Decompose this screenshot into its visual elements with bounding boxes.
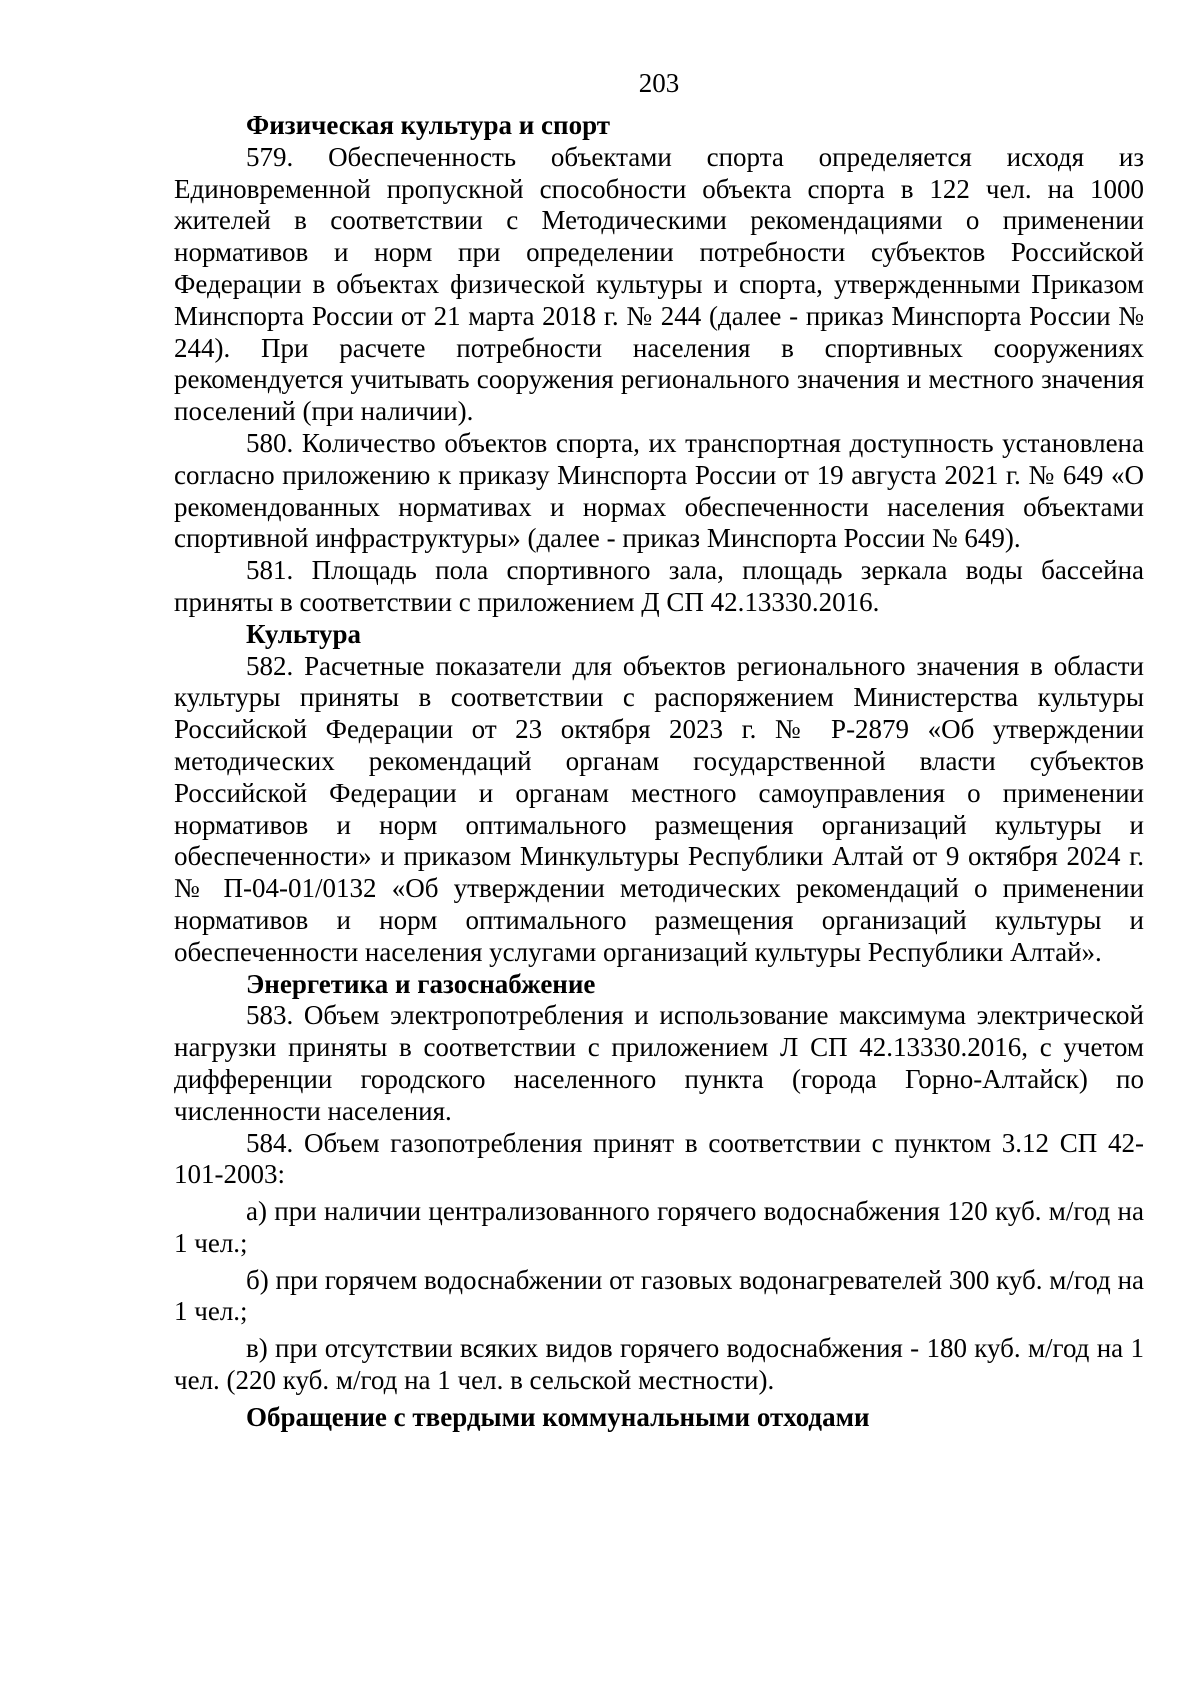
paragraph-581: 581. Площадь пола спортивного зала, площадь зеркала воды бассейна приняты в соответствии с приложением Д СП 42.13330.2016.	[174, 555, 1144, 617]
paragraph-584: 584. Объем газопотребления принят в соответствии с пунктом 3.12 СП 42-101-2003:	[174, 1127, 1144, 1190]
list-item-a: а) при наличии централизованного горячего водоснабжения 120 куб. м/год на 1 чел.;	[174, 1196, 1144, 1258]
paragraph-579: 579. Обеспеченность объектами спорта определяется исходя из Единовременной пропускной способности объекта спорта в 122 чел. на 1000 жителей в соответствии с Методическими рекомендациями о применении нормативов и норм при определении потребности субъектов Российской Федерации в объектах физической культуры и спорта, утвержденными Приказом Минспорта России от 21 марта 2018 г. № 244 (далее - приказ Минспорта России № 244). При расчете потребности населения в спортивных сооружениях рекомендуется учитывать сооружения регионального значения и местного значения поселений (при наличии).	[174, 141, 1144, 427]
section-heading-culture: Культура	[246, 618, 362, 649]
list-item-c: в) при отсутствии всяких видов горячего водоснабжения - 180 куб. м/год на 1 чел. (220 куб. м/год на 1 чел. в сельской местности).	[174, 1333, 1144, 1396]
section-heading-waste: Обращение с твердыми коммунальными отходами	[246, 1401, 870, 1432]
section-heading-sport: Физическая культура и спорт	[246, 110, 611, 140]
paragraph-580: 580. Количество объектов спорта, их транспортная доступность установлена согласно приложению к приказу Минспорта России от 19 августа 2021 г. № 649 «О рекомендованных нормативах и нормах обеспеченности населения объектами спортивной инфраструктуры» (далее - приказ Минспорта России № 649).	[174, 427, 1144, 554]
page-number: 203	[638, 68, 680, 98]
list-item-b: б) при горячем водоснабжении от газовых водонагревателей 300 куб. м/год на 1 чел.;	[174, 1264, 1144, 1327]
paragraph-582: 582. Расчетные показатели для объектов регионального значения в области культуры приняты в соответствии с распоряжением Министерства культуры Российской Федерации от 23 октября 2023 г. № Р-2879 «Об утверждении методических рекомендаций органам государственной власти субъектов Российской Федерации и органам местного самоуправления о применении нормативов и норм оптимального размещения организаций культуры и обеспеченности» и приказом Минкультуры Республики Алтай от 9 октября 2024 г. № П-04-01/0132 «Об утверждении методических рекомендаций о применении нормативов и норм оптимального размещения организаций культуры и обеспеченности населения услугами организаций культуры Республики Алтай».	[174, 650, 1144, 967]
paragraph-583: 583. Объем электропотребления и использование максимума электрической нагрузки приняты в соответствии с приложением Л СП 42.13330.2016, с учетом дифференции городского населенного пункта (города Горно-Алтайск) по численности населения.	[174, 1000, 1144, 1126]
document-page	[174, 66, 1144, 1434]
section-heading-energy: Энергетика и газоснабжение	[246, 968, 596, 999]
